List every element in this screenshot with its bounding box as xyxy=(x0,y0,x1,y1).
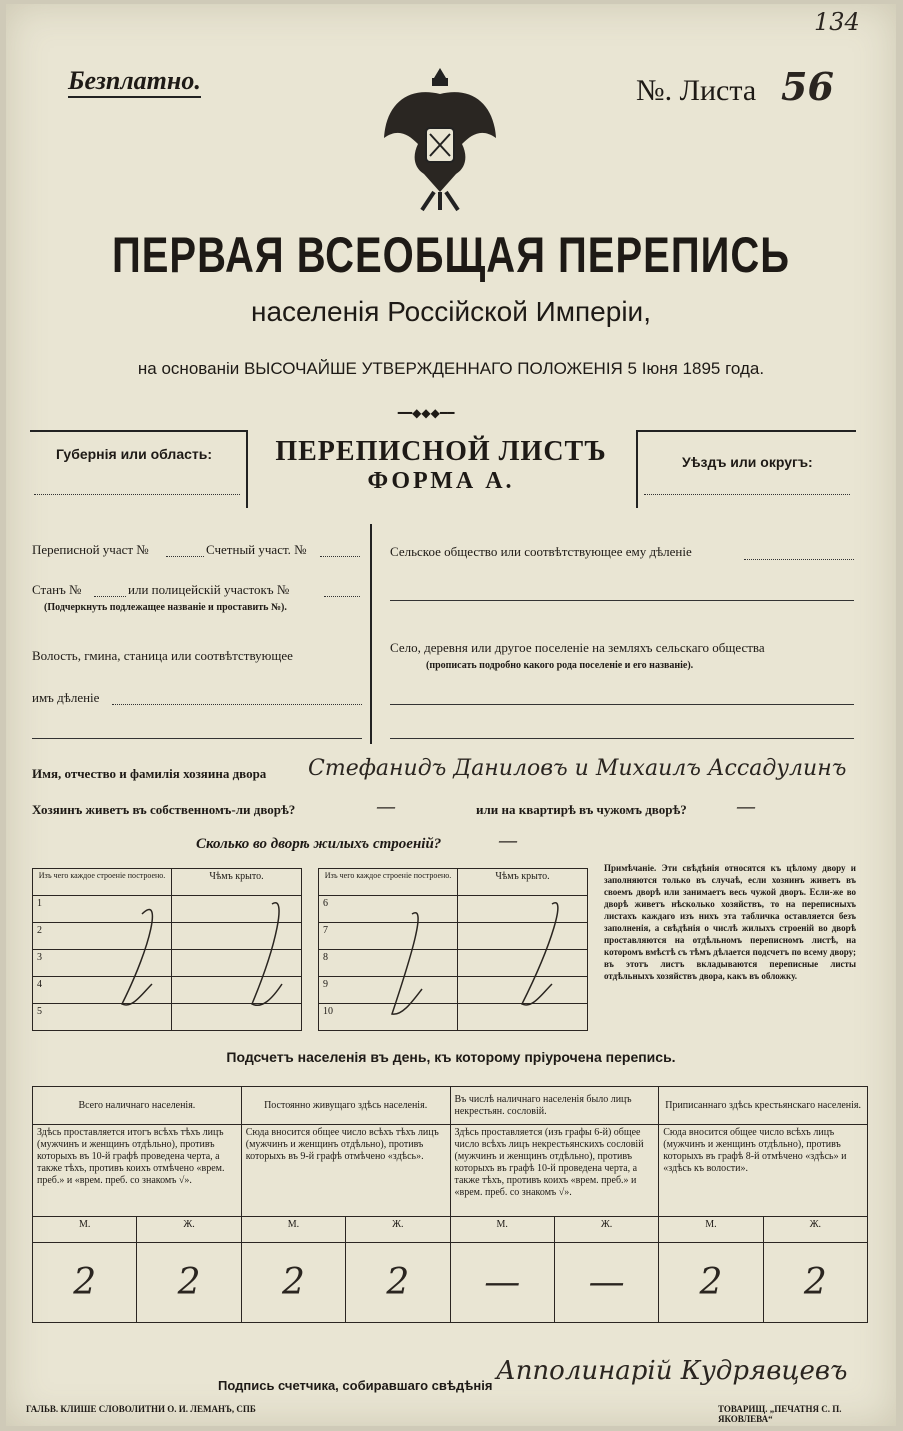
total-male-value[interactable]: 2 xyxy=(33,1243,137,1323)
non-peasant-female-value[interactable]: — xyxy=(554,1243,658,1323)
counting-area-label: Счетный участ. № xyxy=(206,542,307,557)
sheet-number-value: 56 xyxy=(781,64,834,109)
building-row-3: 3 xyxy=(33,950,172,977)
village-field[interactable] xyxy=(390,704,854,705)
owner-name-label: Имя, отчество и фамилія хозяина двора xyxy=(32,766,267,781)
peasant-female-value[interactable]: 2 xyxy=(763,1243,867,1323)
buildings-count-value[interactable]: — xyxy=(498,828,518,852)
summary-title: Подсчетъ населенія въ день, къ которому пріурочена перепись. xyxy=(226,1049,676,1065)
non-peasant-desc: Здѣсь проставляется (изъ графы 6-й) общее число всѣхъ лицъ некрестьянскихъ сословій (мужчинъ и женщинъ отдѣльно), противъ которыхъ въ графѣ 10-й проведена черта, а также тѣхъ, противъ коихъ «врем. преб.» и «врем. преб. со знакомъ √». xyxy=(450,1125,659,1217)
ornament-divider: ━━◆◆◆━━ xyxy=(397,406,455,420)
permanent-female-value[interactable]: 2 xyxy=(346,1243,450,1323)
rural-society-label: Сельское общество или соотвѣтствующее ему дѣленіе xyxy=(390,544,692,559)
stan-field[interactable] xyxy=(94,596,126,597)
material-header: Изъ чего каждое строеніе построено. xyxy=(33,869,172,896)
peasant-male-value[interactable]: 2 xyxy=(659,1243,763,1323)
police-label: или полицейскій участокъ № xyxy=(128,582,290,597)
building-row-7: 7 xyxy=(319,923,458,950)
free-label: Безплатно. xyxy=(68,66,201,98)
form-title-box xyxy=(250,436,632,495)
sheet-number-label: №. Листа xyxy=(636,74,757,107)
permanent-header: Постоянно живущаго здѣсь населенія. xyxy=(241,1087,450,1125)
village-field-2[interactable] xyxy=(390,738,854,739)
building-row-6: 6 xyxy=(319,896,458,923)
handwritten-dash-marks xyxy=(32,884,592,1024)
signature-label: Подпись счетчика, собиравшаго свѣдѣнія xyxy=(218,1378,493,1393)
village-note: (прописать подробно какого рода поселеніе и его названіе). xyxy=(426,660,694,671)
summary-table xyxy=(32,1086,868,1323)
male-header: М. xyxy=(659,1217,763,1243)
female-header: Ж. xyxy=(346,1217,450,1243)
material-header: Изъ чего каждое строеніе построено. xyxy=(319,869,458,896)
footer-printer-left: ГАЛЬВ. КЛИШЕ СЛОВОЛИТНИ О. И. ЛЕМАНЪ, СПБ xyxy=(26,1404,256,1414)
census-basis: на основаніи ВЫСОЧАЙШЕ УТВЕРЖДЕННАГО ПОЛОЖЕНІЯ 5 Іюня 1895 года. xyxy=(137,359,765,378)
census-title: ПЕРВАЯ ВСЕОБЩАЯ ПЕРЕПИСЬ xyxy=(112,228,790,284)
stan-label: Станъ № xyxy=(32,582,82,597)
building-row-5: 5 xyxy=(33,1004,172,1031)
building-row-1: 1 xyxy=(33,896,172,923)
permanent-male-value[interactable]: 2 xyxy=(241,1243,345,1323)
permanent-desc: Сюда вносится общее число всѣхъ тѣхъ лицъ (мужчинъ и женщинъ отдѣльно), противъ которыхъ въ 9-й графѣ отмѣчено «здѣсь». xyxy=(241,1125,450,1217)
total-present-header: Всего наличнаго населенія. xyxy=(33,1087,242,1125)
roof-header: Чѣмъ крыто. xyxy=(458,869,588,896)
building-row-10: 10 xyxy=(319,1004,458,1031)
rural-society-field-2[interactable] xyxy=(390,600,854,601)
census-area-label: Переписной участ № xyxy=(32,542,149,557)
counting-area-field[interactable] xyxy=(320,556,360,557)
census-subtitle: населенія Россійской Имперіи, xyxy=(251,296,651,327)
building-row-4: 4 xyxy=(33,977,172,1004)
female-header: Ж. xyxy=(137,1217,241,1243)
rural-society-field[interactable] xyxy=(744,559,854,560)
district-field[interactable] xyxy=(644,494,850,495)
province-field[interactable] xyxy=(34,494,240,495)
province-label: Губернія или область: xyxy=(56,446,213,462)
note-text: Примѣчаніе. Эти свѣдѣнія относятся къ цѣлому двору и заполняются только въ случаѣ, если хозяинъ живетъ въ своемъ дворѣ или занимаетъ весь чужой дворъ. Если-же во дворѣ живетъ нѣсколько хозяйствъ, то на переписныхъ листахъ каждаго изъ нихъ эта табличка оставляется безъ заполненія, а свѣдѣнія о числѣ жилыхъ строеній во дворѣ проставляются на отдѣльномъ переписномъ листѣ, на которомъ вмѣстѣ съ тѣмъ дѣлается подсчетъ по всему двору; въ этотъ листъ вкладываются переписные листы отдѣльныхъ хозяйствъ двора, какъ въ обложку. xyxy=(604,863,856,981)
volost-field-2[interactable] xyxy=(32,738,362,739)
census-sheet xyxy=(6,4,896,1426)
form-title: ПЕРЕПИСНОЙ ЛИСТЪ xyxy=(275,436,607,467)
own-yard-label: Хозяинъ живетъ въ собственномъ-ли дворѣ? xyxy=(32,802,296,817)
building-row-2: 2 xyxy=(33,923,172,950)
district-box xyxy=(636,430,856,508)
female-header: Ж. xyxy=(554,1217,658,1243)
non-peasant-header: Въ числѣ наличнаго населенія было лицъ некрестьян. сословій. xyxy=(450,1087,659,1125)
male-header: М. xyxy=(450,1217,554,1243)
vertical-divider xyxy=(370,524,372,744)
volost-label: Волость, гмина, станица или соотвѣтствующее xyxy=(32,648,293,663)
footer-printer-right: ТОВАРИЩ. „ПЕЧАТНЯ С. П. ЯКОВЛЕВА“ xyxy=(718,1404,842,1424)
female-header: Ж. xyxy=(763,1217,867,1243)
province-box xyxy=(30,430,248,508)
underline-note: (Подчеркнуть подлежащее названіе и проставить №). xyxy=(44,602,287,613)
peasant-header: Приписаннаго здѣсь крестьянскаго населенія. xyxy=(659,1087,868,1125)
census-area-field[interactable] xyxy=(166,556,204,557)
buildings-count-label: Сколько во дворѣ жилыхъ строеній? xyxy=(196,836,442,852)
building-row-9: 9 xyxy=(319,977,458,1004)
own-yard-value[interactable]: — xyxy=(376,794,396,818)
building-row-8: 8 xyxy=(319,950,458,977)
volost-label-2: имъ дѣленіе xyxy=(32,690,100,705)
double-headed-eagle-icon xyxy=(378,64,502,212)
signature-value[interactable]: Апполинарій Кудрявцевъ xyxy=(496,1356,848,1386)
peasant-desc: Сюда вносится общее число всѣхъ лицъ (мужчинъ и женщинъ отдѣльно), противъ которыхъ въ графѣ 8-й отмѣчено «здѣсь» и «здѣсь къ волости». xyxy=(659,1125,868,1217)
rent-value[interactable]: — xyxy=(736,794,756,818)
total-female-value[interactable]: 2 xyxy=(137,1243,241,1323)
roof-header: Чѣмъ крыто. xyxy=(172,869,302,896)
rent-label: или на квартирѣ въ чужомъ дворѣ? xyxy=(476,802,687,817)
total-present-desc: Здѣсь проставляется итогъ всѣхъ тѣхъ лицъ (мужчинъ и женщинъ отдѣльно), противъ которыхъ въ 10-й графѣ проведена черта, а также тѣхъ, противъ коихъ отмѣчено «врем. преб.» и «врем. преб. со знакомъ √». xyxy=(33,1125,242,1217)
male-header: М. xyxy=(33,1217,137,1243)
district-label: Уѣздъ или округъ: xyxy=(682,454,813,470)
form-subtitle: ФОРМА А. xyxy=(367,468,515,494)
archive-number: 134 xyxy=(814,8,860,36)
village-label: Село, деревня или другое поселеніе на земляхъ сельскаго общества xyxy=(390,640,765,655)
police-field[interactable] xyxy=(324,596,360,597)
non-peasant-male-value[interactable]: — xyxy=(450,1243,554,1323)
owner-name-value[interactable]: Стефанидъ Даниловъ и Михаилъ Ассадулинъ xyxy=(308,756,847,781)
male-header: М. xyxy=(241,1217,345,1243)
volost-field[interactable] xyxy=(112,704,362,705)
